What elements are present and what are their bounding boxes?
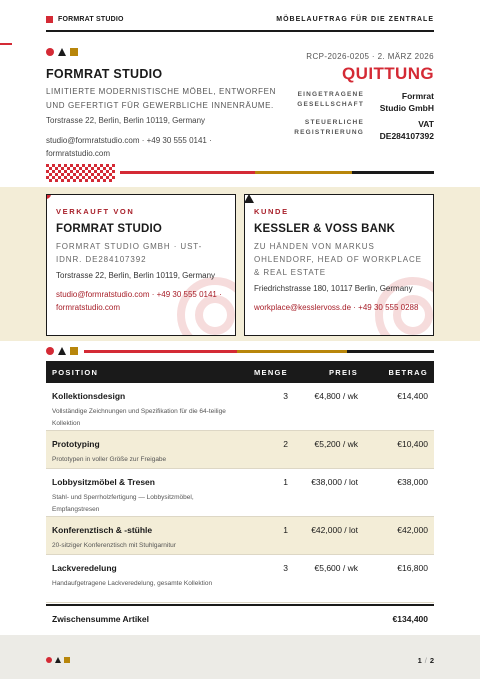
color-bars xyxy=(120,171,434,174)
document-header xyxy=(46,48,434,178)
table-row xyxy=(46,469,434,517)
seller-card xyxy=(46,194,236,336)
shape-motif xyxy=(46,347,78,355)
seller-name: FORMRAT STUDIO xyxy=(56,223,163,235)
item-description: Prototypen in voller Größe zur Freigabe xyxy=(52,456,167,463)
table-row xyxy=(46,431,434,469)
item-amount: €14,400 xyxy=(397,391,428,401)
item-name: Lackveredelung xyxy=(52,563,117,573)
header-price: PREIS xyxy=(328,367,358,377)
item-amount: €10,400 xyxy=(397,439,428,449)
circle-icon xyxy=(46,347,54,355)
top-rule xyxy=(46,30,434,32)
total-pages: 2 xyxy=(429,656,434,665)
issuer-tagline: LIMITIERTE MODERNISTISCHE MÖBEL, ENTWORFEN UND GEFERTIGT FÜR GEWERBLICHE INNENRÄUME. xyxy=(46,87,276,110)
customer-contact: workplace@kesslervoss.de · +49 30 555 0288 xyxy=(254,303,419,312)
item-amount: €38,000 xyxy=(397,477,428,487)
table-row xyxy=(46,555,434,603)
item-price: €38,000 / lot xyxy=(311,477,358,487)
document-reference: RCP-2026-0205 · 2. MÄRZ 2026 xyxy=(306,52,434,61)
customer-subline: ZU HÄNDEN VON MARKUS OHLENDORF, HEAD OF WORKPLACE & REAL ESTATE xyxy=(254,242,422,277)
customer-kicker: KUNDE xyxy=(254,207,289,216)
seller-kicker: VERKAUFT VON xyxy=(56,207,135,216)
seller-address: Torstrasse 22, Berlin, Berlin 10119, Germany xyxy=(56,271,216,280)
table-row xyxy=(46,517,434,555)
subtotal-row xyxy=(46,604,434,632)
registered-company-value: Formrat Studio GmbH xyxy=(379,91,434,113)
item-quantity: 1 xyxy=(283,525,288,535)
item-description: Vollständige Zeichnungen und Spezifikation für die 64-teilige Kollektion xyxy=(52,408,226,427)
document-title: QUITTUNG xyxy=(342,64,434,83)
item-quantity: 2 xyxy=(283,439,288,449)
header-amount: BETRAG xyxy=(388,367,428,377)
circle-icon xyxy=(46,194,51,199)
current-page: 1 xyxy=(417,656,422,665)
subtotal-value: €134,400 xyxy=(392,614,428,624)
item-price: €4,800 / wk xyxy=(314,391,358,401)
item-price: €42,000 / lot xyxy=(311,525,358,535)
circle-icon xyxy=(46,657,52,663)
item-description: 20-sitziger Konferenztisch mit Stuhlgarnitur xyxy=(52,542,176,549)
tax-registration-label: STEUERLICHE REGISTRIERUNG xyxy=(294,119,364,136)
top-bar xyxy=(0,0,480,44)
page-indicator xyxy=(418,656,434,665)
checker-pattern xyxy=(46,164,116,182)
issuer-contact: studio@formratstudio.com · +49 30 555 0141 · formratstudio.com xyxy=(46,136,212,158)
item-description: Stahl- und Sperrholzfertigung — Lobbysitzmöbel, Empfangstresen xyxy=(52,494,194,513)
subtotal-label: Zwischensumme Artikel xyxy=(52,614,149,624)
item-description: Handaufgetragene Lackveredelung, gesamte Kollektion xyxy=(52,580,213,587)
customer-address: Friedrichstrasse 180, 10117 Berlin, Germany xyxy=(254,284,413,293)
item-quantity: 3 xyxy=(283,563,288,573)
page-footer xyxy=(0,635,480,679)
square-icon xyxy=(70,48,78,56)
item-name: Lobbysitzmöbel & Tresen xyxy=(52,477,155,487)
item-amount: €42,000 xyxy=(397,525,428,535)
table-header xyxy=(46,361,434,383)
circle-icon xyxy=(46,48,54,56)
customer-name: KESSLER & VOSS BANK xyxy=(254,223,396,235)
item-name: Konferenztisch & -stühle xyxy=(52,525,153,535)
customer-card xyxy=(244,194,434,336)
table-row xyxy=(46,383,434,431)
square-icon xyxy=(64,657,70,663)
top-brand-label: FORMRAT STUDIO xyxy=(58,16,124,23)
color-bars xyxy=(84,350,434,353)
line-items-table xyxy=(46,361,434,632)
registered-company-row xyxy=(294,90,434,114)
item-name: Prototyping xyxy=(52,439,100,449)
issuer-name: FORMRAT STUDIO xyxy=(46,67,163,81)
shape-motif xyxy=(46,657,70,663)
tax-registration-value: VAT DE284107392 xyxy=(379,119,434,141)
section-divider xyxy=(46,346,434,356)
item-quantity: 1 xyxy=(283,477,288,487)
brand-square-icon xyxy=(46,16,53,23)
page-separator: / xyxy=(424,656,427,665)
tax-registration-row xyxy=(294,118,434,142)
top-context-label: MÖBELAUFTRAG FÜR DIE ZENTRALE xyxy=(276,16,434,23)
issuer-address: Torstrasse 22, Berlin, Berlin 10119, Germany xyxy=(46,116,206,125)
item-quantity: 3 xyxy=(283,391,288,401)
triangle-icon xyxy=(55,657,61,663)
header-quantity: MENGE xyxy=(253,367,288,377)
triangle-icon xyxy=(244,194,254,203)
top-brand xyxy=(46,16,124,23)
shape-motif xyxy=(46,48,78,56)
header-position: POSITION xyxy=(52,367,99,377)
red-edge-marker xyxy=(0,43,12,45)
seller-subline: FORMRAT STUDIO GMBH · UST-IDNR. DE284107392 xyxy=(56,242,203,264)
square-icon xyxy=(70,347,78,355)
item-price: €5,200 / wk xyxy=(314,439,358,449)
item-price: €5,600 / wk xyxy=(314,563,358,573)
item-amount: €16,800 xyxy=(397,563,428,573)
registered-company-label: EINGETRAGENE GESELLSCHAFT xyxy=(297,91,364,108)
item-name: Kollektionsdesign xyxy=(52,391,126,401)
triangle-icon xyxy=(58,347,66,355)
seller-contact: studio@formratstudio.com · +49 30 555 0141 · formratstudio.com xyxy=(56,290,222,312)
triangle-icon xyxy=(58,48,66,56)
